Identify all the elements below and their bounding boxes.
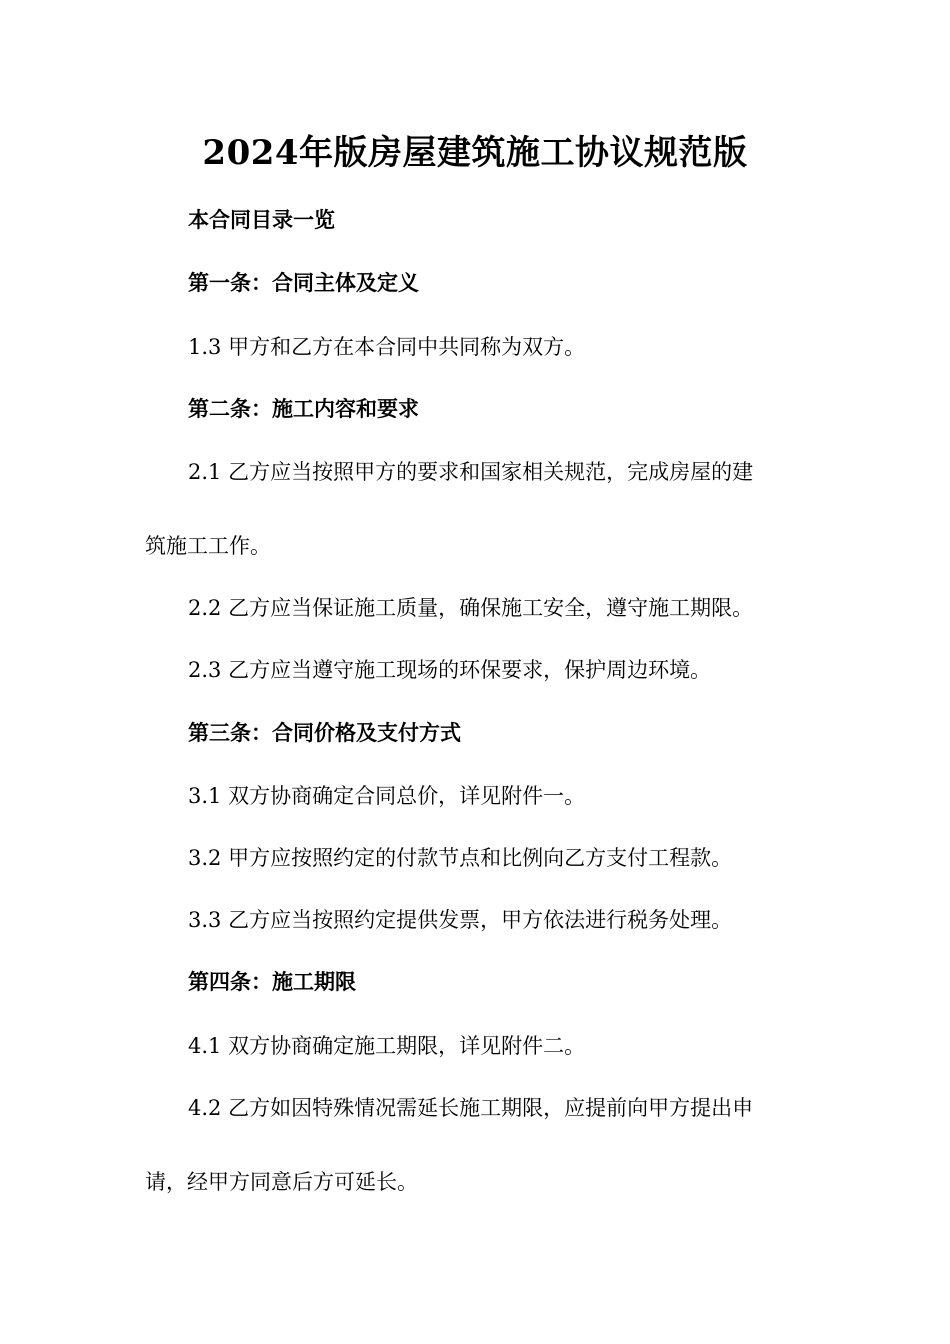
clause-3-3: 3.3 乙方应当按照约定提供发票，甲方依法进行税务处理。 [188,908,733,932]
article-4-heading: 第四条：施工期限 [188,969,356,994]
article-2-heading: 第二条：施工内容和要求 [188,396,419,421]
clause-4-2-line2: 请，经甲方同意后方可延长。 [145,1170,418,1194]
toc-heading: 本合同目录一览 [188,207,335,232]
document-title: 2024年版房屋建筑施工协议规范版 [202,133,748,173]
article-3-heading: 第三条：合同价格及支付方式 [188,720,461,745]
article-1-heading: 第一条：合同主体及定义 [188,270,419,295]
clause-4-1: 4.1 双方协商确定施工期限，详见附件二。 [188,1034,586,1058]
clause-3-2: 3.2 甲方应按照约定的付款节点和比例向乙方支付工程款。 [188,846,733,870]
clause-2-1-line2: 筑施工工作。 [145,534,271,558]
clause-3-1: 3.1 双方协商确定合同总价，详见附件一。 [188,784,586,808]
clause-1-3: 1.3 甲方和乙方在本合同中共同称为双方。 [188,335,586,359]
clause-2-3: 2.3 乙方应当遵守施工现场的环保要求，保护周边环境。 [188,658,712,682]
clause-2-2: 2.2 乙方应当保证施工质量，确保施工安全，遵守施工期限。 [188,596,754,620]
clause-4-2-line1: 4.2 乙方如因特殊情况需延长施工期限，应提前向甲方提出申 [188,1096,754,1120]
clause-2-1-line1: 2.1 乙方应当按照甲方的要求和国家相关规范，完成房屋的建 [188,460,754,484]
